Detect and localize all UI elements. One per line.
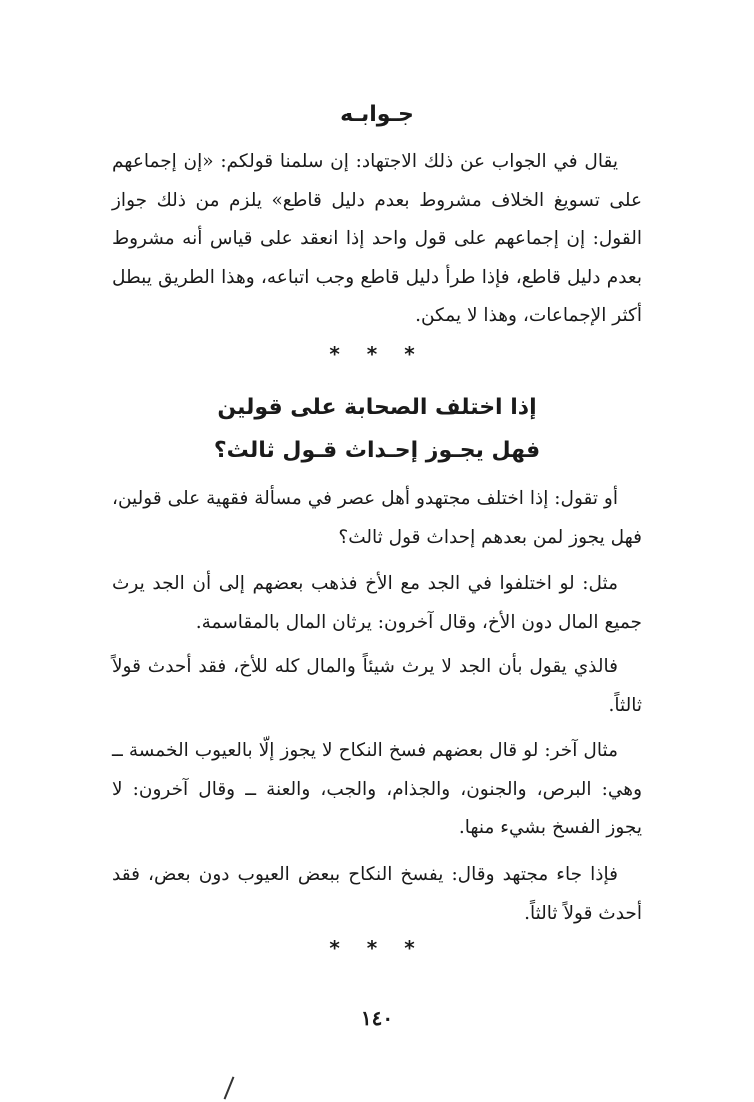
answer-paragraph (112, 143, 642, 336)
section-title: إذا اختلف الصحابة على قولين (217, 395, 537, 420)
second-example-paragraph (112, 732, 642, 848)
answer-text: يقال في الجواب عن ذلك الاجتهاد: إن سلمنا قولكم: «إن إجماعهم على تسويغ الخلاف مشروط بعدم دليل قاطع» يلزم من ذلك جواز القول: إن إجماعهم على قول واحد إذا انعقد على قياس أنه مشروط بعدم دليل قاطع، فإذا طرأ دليل قاطع وجب اتباعه، وهذا الطريق يبطل أكثر الإجماعات، وهذا لا يمكن. (112, 151, 642, 326)
example-paragraph (112, 565, 642, 642)
question-paragraph (112, 480, 642, 557)
question-text: أو تقول: إذا اختلف مجتهدو أهل عصر في مسألة فقهية على قولين، فهل يجوز لمن بعدهم إحداث قول ثالث؟ (112, 488, 642, 548)
conclusion-text: فالذي يقول بأن الجد لا يرث شيئاً والمال كله للأخ، فقد أحدث قولاً ثالثاً. (112, 656, 642, 716)
second-conclusion-text: فإذا جاء مجتهد وقال: يفسخ النكاح ببعض العيوب دون بعض، فقد أحدث قولاً ثالثاً. (112, 864, 642, 924)
end-separator: * * * (329, 936, 425, 960)
section-separator: * * * (329, 342, 425, 366)
second-conclusion-paragraph (112, 856, 642, 933)
example-text: مثل: لو اختلفوا في الجد مع الأخ فذهب بعضهم إلى أن الجد يرث جميع المال دون الأخ، وقال آخرون: يرثان المال بالمقاسمة. (112, 573, 642, 633)
page-number: ١٤٠ (360, 1006, 394, 1030)
pen-mark (224, 1076, 235, 1099)
second-example-text: مثال آخر: لو قال بعضهم فسخ النكاح لا يجوز إلّا بالعيوب الخمسة ــ وهي: البرص، والجنون، والجذام، والجب، والعنة ــ وقال آخرون: لا يجوز الفسخ بشيء منها. (112, 740, 642, 838)
conclusion-paragraph (112, 648, 642, 725)
answer-heading: جـوابـه (340, 102, 414, 127)
section-subtitle: فهل يجـوز إحـداث قـول ثالث؟ (213, 438, 541, 463)
